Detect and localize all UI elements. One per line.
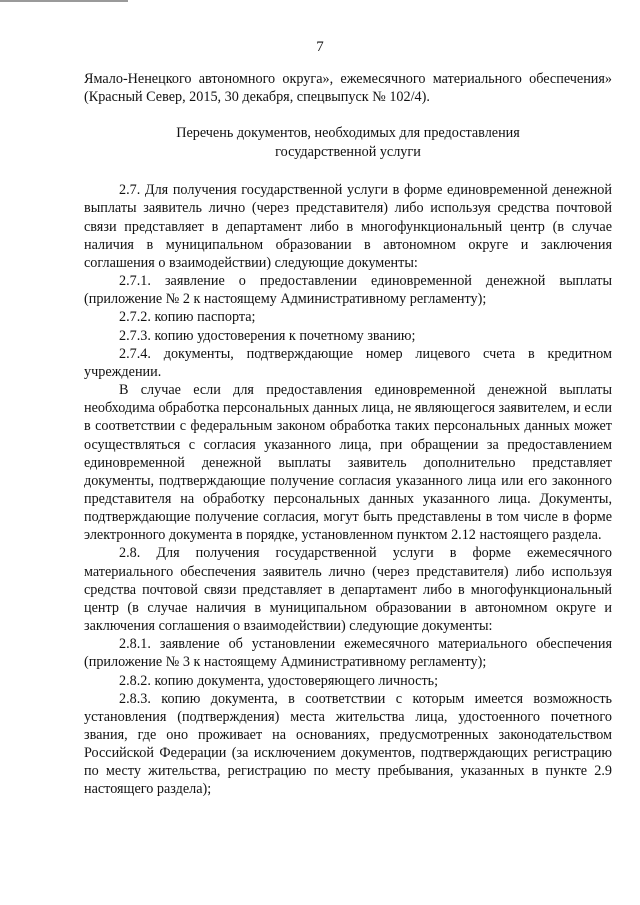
section-title bbox=[84, 124, 612, 161]
top-rule-divider bbox=[0, 0, 128, 2]
page-number: 7 bbox=[316, 39, 324, 55]
section-title-line-1: Перечень документов, необходимых для предоставления bbox=[176, 125, 520, 142]
paragraph-2-8-3: 2.8.3. копию документа, в соответствии с которым имеется возможность установления (подтверждения) места жительства лица, удостоенного почетного звания, где оно проживает на основаниях, предусмотренных законодательством Российской Федерации (за исключением документов, подтверждающих регистрацию по месту жительства, регистрацию по месту пребывания, указанных в пункте 2.9 настоящего раздела); bbox=[84, 690, 612, 798]
paragraph-2-7: 2.7. Для получения государственной услуги в форме единовременной денежной выплаты заявитель лично (через представителя) либо используя средства почтовой связи представляет в департамент либо в многофункциональный центр (в случае наличия в муниципальном образовании в автономном округе и заключения соглашения о взаимодействии) следующие документы: bbox=[84, 182, 612, 271]
paragraph-2-7-2: 2.7.2. копию паспорта; bbox=[119, 309, 256, 326]
section-title-line-2: государственной услуги bbox=[275, 143, 421, 160]
paragraph-2-8-1: 2.8.1. заявление об установлении ежемесячного материального обеспечения (приложение № 3 к настоящему Административному регламенту); bbox=[84, 636, 612, 671]
intro-paragraph: Ямало-Ненецкого автономного округа», ежемесячного материального обеспечения» (Красный Север, 2015, 30 декабря, спецвыпуск № 102/4). bbox=[84, 71, 612, 106]
paragraph-2-7-4: 2.7.4. документы, подтверждающие номер лицевого счета в кредитном учреждении. bbox=[84, 345, 612, 380]
paragraph-personal-data-consent: В случае если для предоставления единовременной денежной выплаты необходима обработка персональных данных лица, не являющегося заявителем, и если в соответствии с федеральным законом обработка таких персональных данных может осуществляться с согласия указанного лица, при обращении за предоставлением единовременной денежной выплаты заявитель дополнительно представляет документы, подтверждающие получение согласия указанного лица или его законного представителя на обработку персональных данных указанного лица. Документы, подтверждающие получение согласия, могут быть представлены в том числе в форме электронного документа в порядке, установленном пунктом 2.12 настоящего раздела. bbox=[84, 382, 612, 544]
paragraph-2-8-2: 2.8.2. копию документа, удостоверяющего личность; bbox=[119, 672, 439, 689]
paragraph-2-8: 2.8. Для получения государственной услуги в форме ежемесячного материального обеспечения заявитель лично (через представителя) либо используя средства почтовой связи представляет в департамент либо в многофункциональный центр (в случае наличия в муниципальном образовании в автономном округе и заключения соглашения о взаимодействии) следующие документы: bbox=[84, 545, 612, 635]
document-body bbox=[84, 70, 612, 799]
paragraph-2-7-3: 2.7.3. копию удостоверения к почетному званию; bbox=[119, 327, 416, 344]
paragraph-2-7-1: 2.7.1. заявление о предоставлении единовременной денежной выплаты (приложение № 2 к настоящему Административному регламенту); bbox=[84, 273, 612, 308]
